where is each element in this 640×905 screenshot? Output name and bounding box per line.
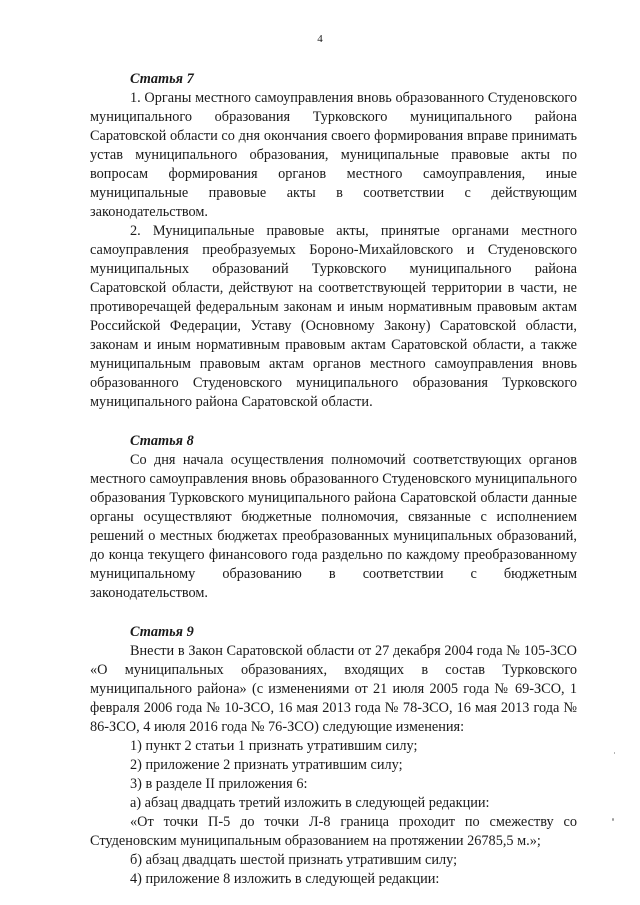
list-item: б) абзац двадцать шестой признать утратившим силу; xyxy=(130,852,458,868)
section-gap xyxy=(90,412,577,432)
article-7 xyxy=(90,70,577,412)
article-heading: Статья 9 xyxy=(130,624,194,640)
list-item: 1) пункт 2 статьи 1 признать утратившим силу; xyxy=(130,738,418,754)
list-item: 2) приложение 2 признать утратившим силу; xyxy=(130,757,403,773)
scan-speck xyxy=(612,818,614,821)
article-heading: Статья 8 xyxy=(130,433,194,449)
document-body xyxy=(90,70,577,889)
article-paragraph: 1. Органы местного самоуправления вновь образованного Студеновского муниципального образования Турковского муниципального района Саратовской области со дня окончания своего формирования вправе принимать устав муниципального образования, муниципальные правовые акты по вопросам формирования органов местного самоуправления, иные муниципальные правовые акты в соответствии с действующим законодательством. xyxy=(90,90,577,220)
page-number: 4 xyxy=(317,33,323,45)
section-gap xyxy=(90,603,577,623)
list-item: а) абзац двадцать третий изложить в следующей редакции: xyxy=(130,795,490,811)
article-paragraph: 2. Муниципальные правовые акты, принятые органами местного самоуправления преобразуемых Бороно-Михайловского и Студеновского муниципальных образований Турковского муниципального района Саратовской области, действуют на соответствующей территории в части, не противоречащей федеральным законам и иным нормативным правовым актам Российской Федерации, Уставу (Основному Закону) Саратовской области, законам и иным нормативным правовым актам Саратовской области, а также муниципальным правовым актам органов местного самоуправления вновь образованного Студеновского муниципального образования Турковского муниципального района Саратовской области. xyxy=(90,223,577,410)
list-item: 4) приложение 8 изложить в следующей редакции: xyxy=(130,871,440,887)
article-paragraph: Внести в Закон Саратовской области от 27 декабря 2004 года № 105-ЗСО «О муниципальных образованиях, входящих в состав Турковского муниципального района» (с изменениями от 21 июля 2005 года № 69-ЗСО, 1 февраля 2006 года № 10-ЗСО, 16 мая 2013 года № 78-ЗСО, 16 мая 2013 года № 86-ЗСО, 4 июля 2016 года № 76-ЗСО) следующие изменения: xyxy=(90,643,577,735)
article-heading: Статья 7 xyxy=(130,71,194,87)
article-9 xyxy=(90,623,577,889)
list-item: «От точки П-5 до точки Л-8 граница проходит по смежеству со Студеновским муниципальным образованием на протяжении 26785,5 м.»; xyxy=(90,814,577,849)
scan-speck xyxy=(614,752,615,754)
article-8 xyxy=(90,432,577,603)
list-item: 3) в разделе II приложения 6: xyxy=(130,776,308,792)
article-paragraph: Со дня начала осуществления полномочий соответствующих органов местного самоуправления вновь образованного Студеновского муниципального образования Турковского муниципального района Саратовской области данные органы осуществляют бюджетные полномочия, связанные с исполнением решений о местных бюджетах преобразованных муниципальных образований, до конца текущего финансового года раздельно по каждому преобразованному муниципальному образованию в соответствии с бюджетным законодательством. xyxy=(90,452,578,601)
